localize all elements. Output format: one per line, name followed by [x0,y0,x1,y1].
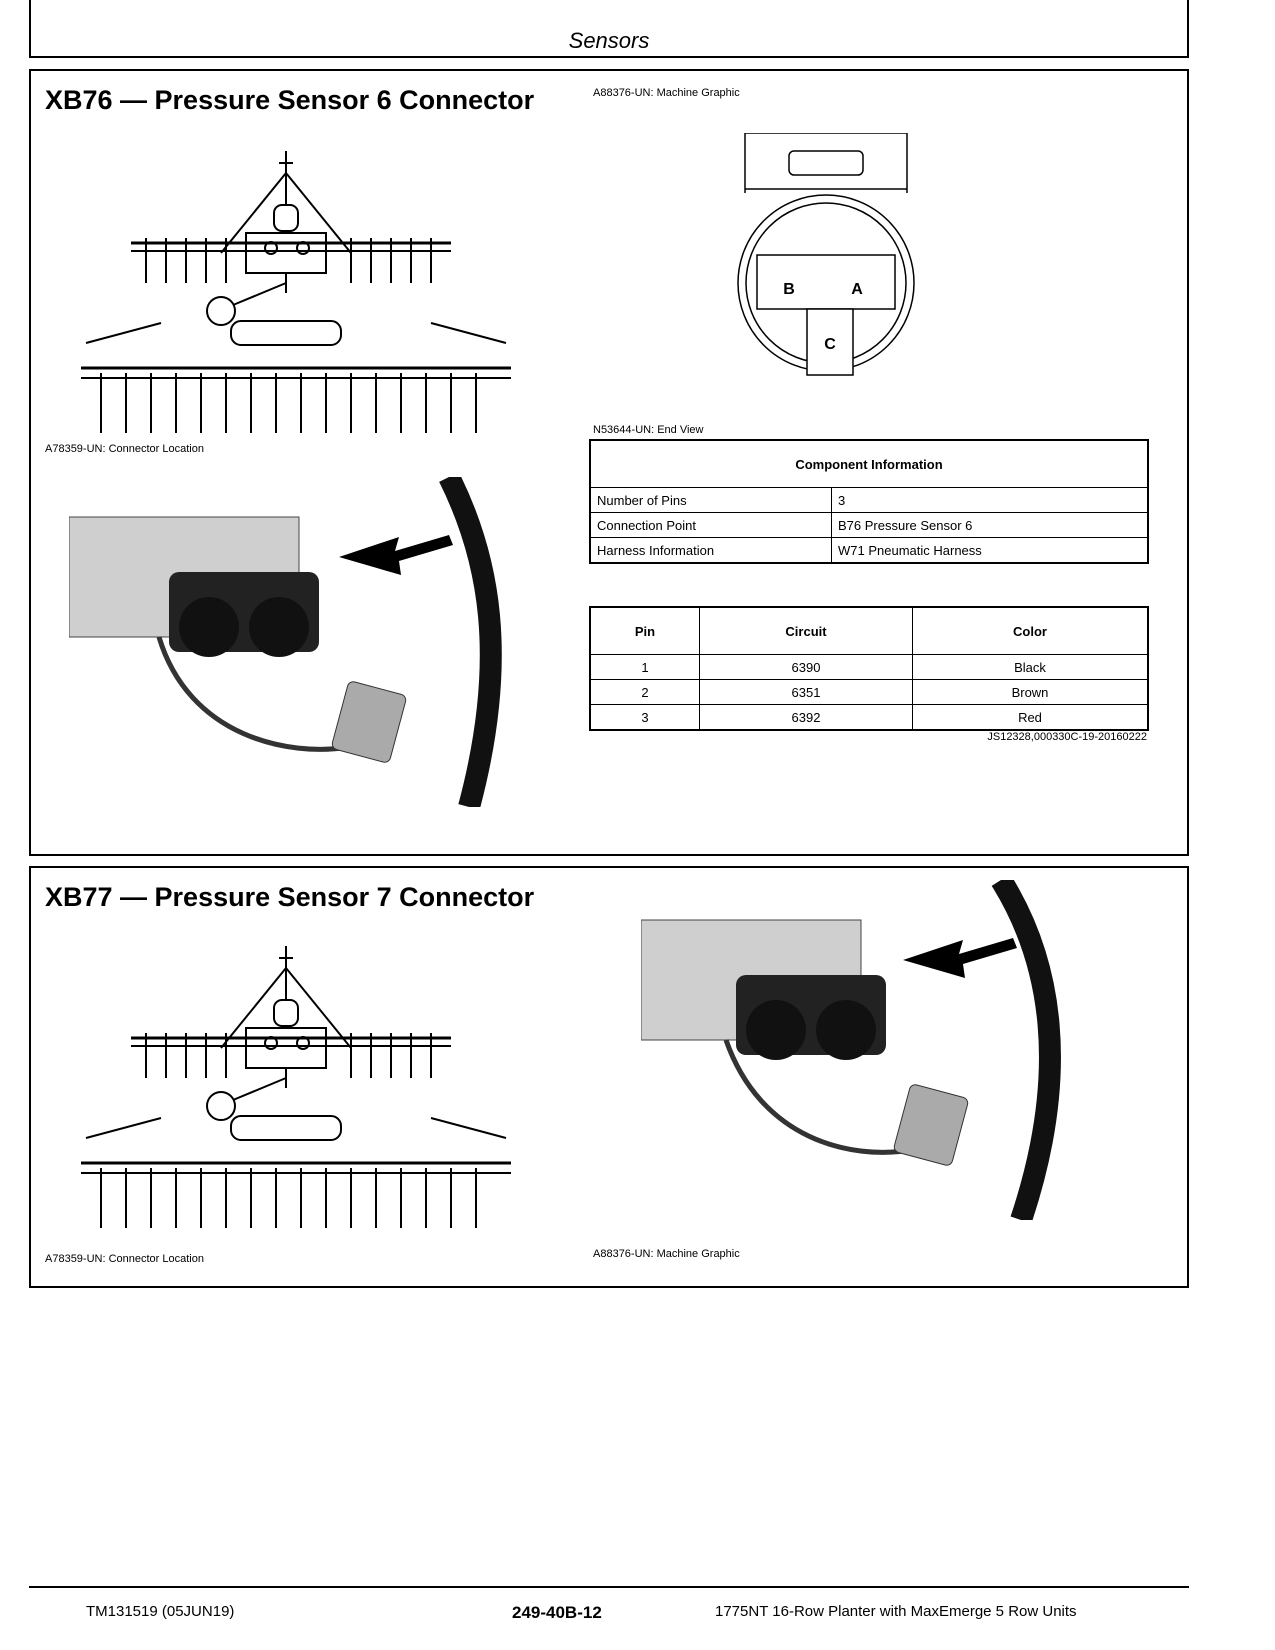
table-row: Connection Point B76 Pressure Sensor 6 [590,513,1148,538]
footer-page-number: 249-40B-12 [512,1603,602,1622]
xb76-location-caption: A78359-UN: Connector Location [45,443,204,455]
xb76-machine-photo [69,477,529,807]
xb76-machine-caption: A88376-UN: Machine Graphic [593,87,740,99]
table-row: 1 6390 Black [590,655,1148,680]
footer-manual: TM131519 (05JUN19) [86,1603,235,1620]
component-info-table [589,439,1149,564]
section-title: Sensors [568,28,650,53]
pin-circuit-table [589,606,1149,731]
xb76-reference: JS12328,000330C-19-20160222 [987,731,1147,743]
page-header [29,0,1189,58]
col-pin: Pin [590,607,700,655]
component-info-heading: Component Information [590,440,1148,488]
planter-location-drawing [71,938,541,1243]
table-row: 2 6351 Brown [590,680,1148,705]
pin-c-label: C [824,336,836,353]
xb76-section [29,69,1189,856]
xb77-section [29,866,1189,1288]
pin-b-label: B [783,281,795,298]
pin-a-label: A [851,281,863,298]
table-row: Harness Information W71 Pneumatic Harness [590,538,1148,564]
xb77-location-caption: A78359-UN: Connector Location [45,1253,204,1265]
col-color: Color [913,607,1149,655]
xb77-title: XB77 — Pressure Sensor 7 Connector [45,882,535,912]
col-circuit: Circuit [700,607,913,655]
xb76-title: XB76 — Pressure Sensor 6 Connector [45,85,535,115]
table-row: 3 6392 Red [590,705,1148,731]
xb77-machine-photo [641,880,1081,1220]
xb76-endview-caption: N53644-UN: End View [593,424,704,436]
table-row: Number of Pins 3 [590,488,1148,513]
xb77-machine-caption: A88376-UN: Machine Graphic [593,1248,740,1260]
connector-end-view [731,133,921,393]
footer-rule [29,1586,1189,1588]
planter-location-drawing [71,143,541,448]
footer-product: 1775NT 16-Row Planter with MaxEmerge 5 Row Units [715,1603,1077,1620]
